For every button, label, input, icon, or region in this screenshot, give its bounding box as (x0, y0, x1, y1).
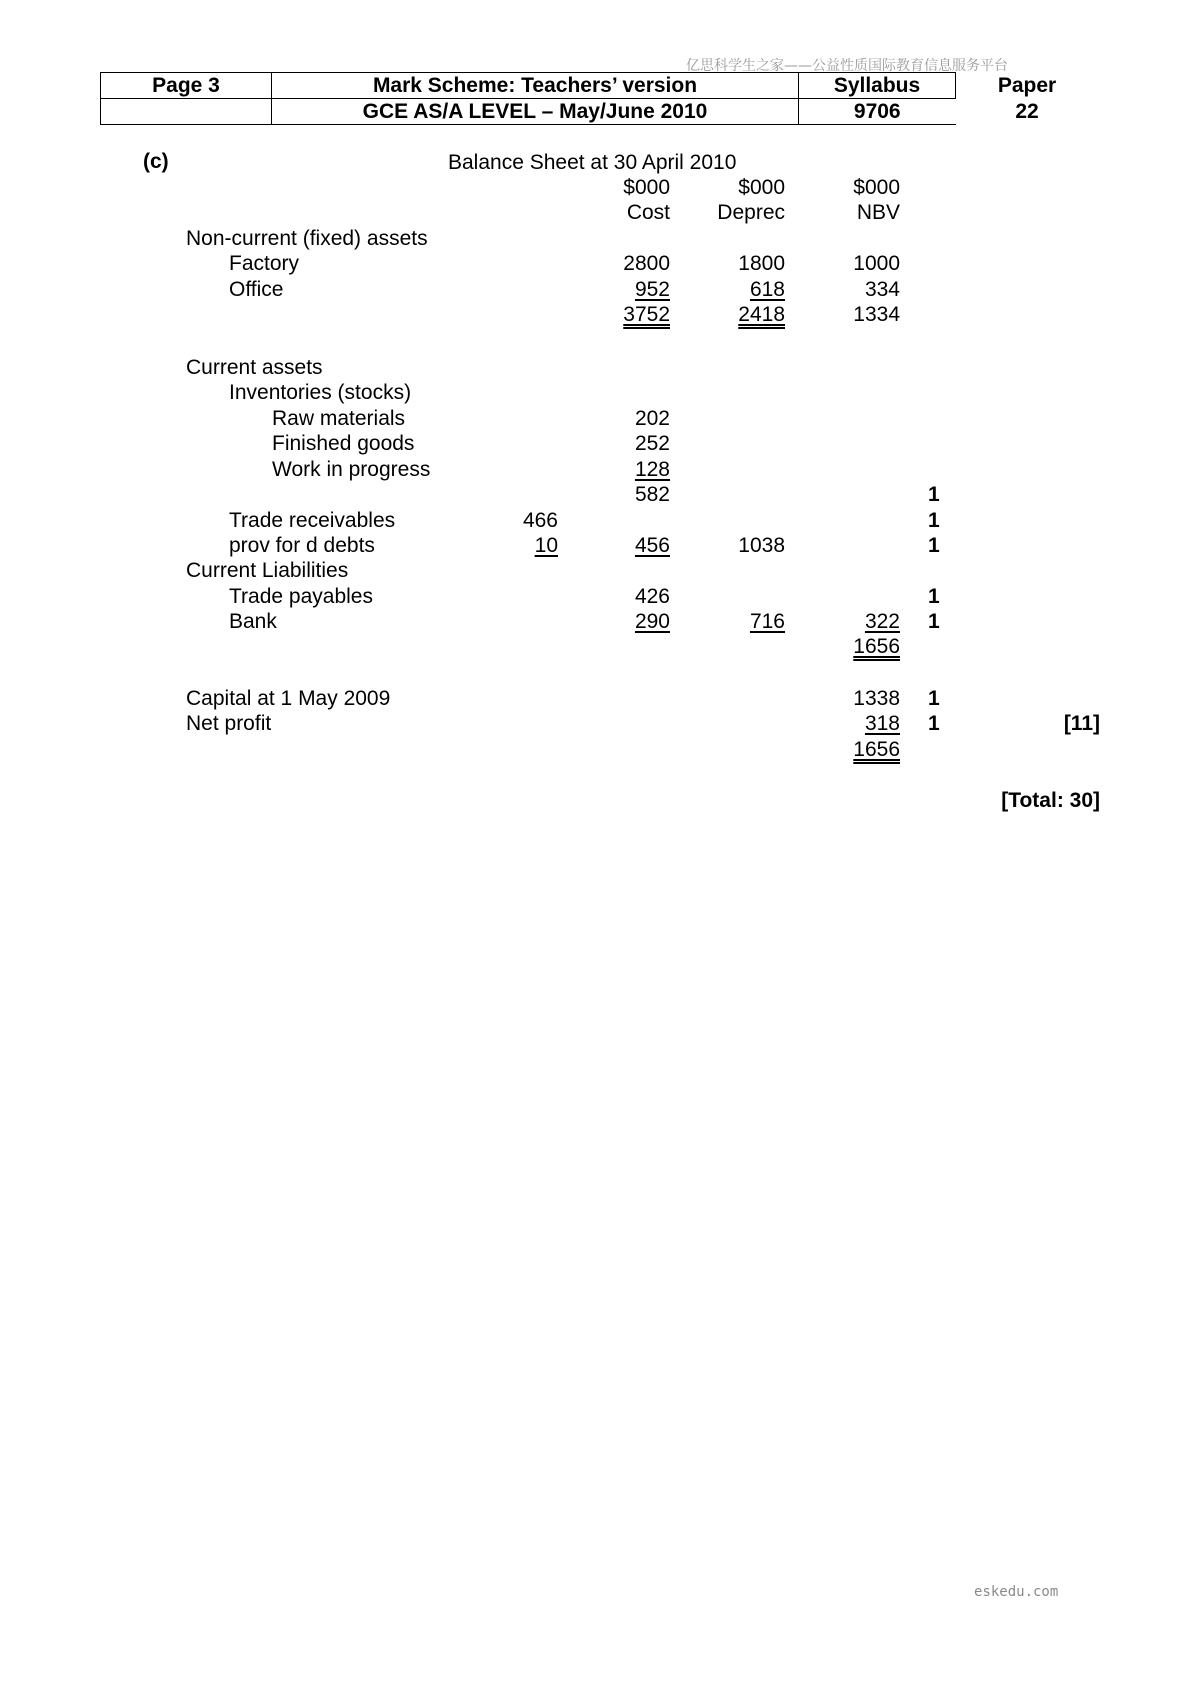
syllabus-code: 9706 (799, 99, 956, 125)
liabilities-label: Current Liabilities (186, 559, 349, 582)
balance-sheet-title: Balance Sheet at 30 April 2010 (448, 151, 737, 174)
provision-value: 10 (534, 534, 558, 557)
page-number: Page 3 (101, 73, 272, 99)
header-blank-cell (101, 99, 272, 125)
office-cost: 952 (634, 278, 670, 301)
finished-goods-label: Finished goods (272, 432, 415, 455)
mark-net-profit: 1 (928, 712, 940, 735)
payables-label: Trade payables (229, 585, 373, 608)
mark-provision: 1 (928, 534, 940, 557)
factory-cost: 2800 (623, 252, 670, 275)
part-label: (c) (143, 150, 169, 173)
watermark-top: 亿思科学生之家——公益性质国际教育信息服务平台 (686, 58, 1008, 74)
wip-value: 128 (634, 458, 670, 481)
inventory-total: 582 (634, 483, 670, 506)
provision-label: prov for d debts (229, 534, 375, 557)
office-nbv: 334 (864, 278, 900, 301)
office-deprec: 618 (749, 278, 785, 301)
net-profit-value: 318 (864, 712, 900, 735)
finished-goods-value: 252 (634, 432, 670, 455)
unit-nbv: $000 (853, 176, 900, 199)
mark-inventory: 1 (928, 483, 940, 506)
total-cost: 3752 (623, 303, 670, 326)
head-deprec: Deprec (717, 201, 785, 224)
total-nbv: 1334 (853, 303, 900, 326)
capital-label: Capital at 1 May 2009 (186, 687, 391, 710)
receivables-label: Trade receivables (229, 509, 396, 532)
head-cost: Cost (626, 201, 670, 224)
paper-number: 22 (1015, 100, 1039, 123)
unit-cost: $000 (623, 176, 670, 199)
noncurrent-label: Non-current (fixed) assets (186, 227, 428, 250)
factory-nbv: 1000 (853, 252, 900, 275)
total-deprec: 2418 (738, 303, 785, 326)
bank-label: Bank (229, 610, 277, 633)
exam-title: GCE AS/A LEVEL – May/June 2010 (272, 99, 799, 125)
receivables-value: 466 (522, 509, 558, 532)
raw-materials-value: 202 (634, 407, 670, 430)
head-nbv: NBV (856, 201, 900, 224)
net-profit-label: Net profit (186, 712, 272, 735)
liabilities-total: 716 (749, 610, 785, 633)
watermark-bottom: eskedu.com (974, 1584, 1059, 1600)
inventories-label: Inventories (stocks) (229, 381, 412, 404)
payables-value: 426 (634, 585, 670, 608)
wip-label: Work in progress (272, 458, 431, 481)
paper-label: Paper (997, 74, 1057, 97)
grand-total: [Total: 30] (1001, 789, 1100, 812)
mark-capital: 1 (928, 687, 940, 710)
mark-payables: 1 (928, 585, 940, 608)
raw-materials-label: Raw materials (272, 407, 406, 430)
bank-value: 290 (634, 610, 670, 633)
capital-value: 1338 (853, 687, 900, 710)
working-capital: 322 (864, 610, 900, 633)
factory-deprec: 1800 (738, 252, 785, 275)
mark-scheme-title: Mark Scheme: Teachers’ version (272, 73, 799, 99)
current-assets-total: 1038 (738, 534, 785, 557)
header-table (100, 72, 1099, 125)
current-assets-label: Current assets (186, 356, 323, 379)
mark-receivables: 1 (928, 509, 940, 532)
unit-deprec: $000 (738, 176, 785, 199)
receivables-net: 456 (634, 534, 670, 557)
marks-total: [11] (1063, 712, 1100, 735)
office-label: Office (229, 278, 284, 301)
mark-bank: 1 (928, 610, 940, 633)
capital-total: 1656 (853, 738, 900, 761)
factory-label: Factory (229, 252, 300, 275)
net-assets-total: 1656 (853, 635, 900, 658)
syllabus-label: Syllabus (799, 73, 956, 99)
